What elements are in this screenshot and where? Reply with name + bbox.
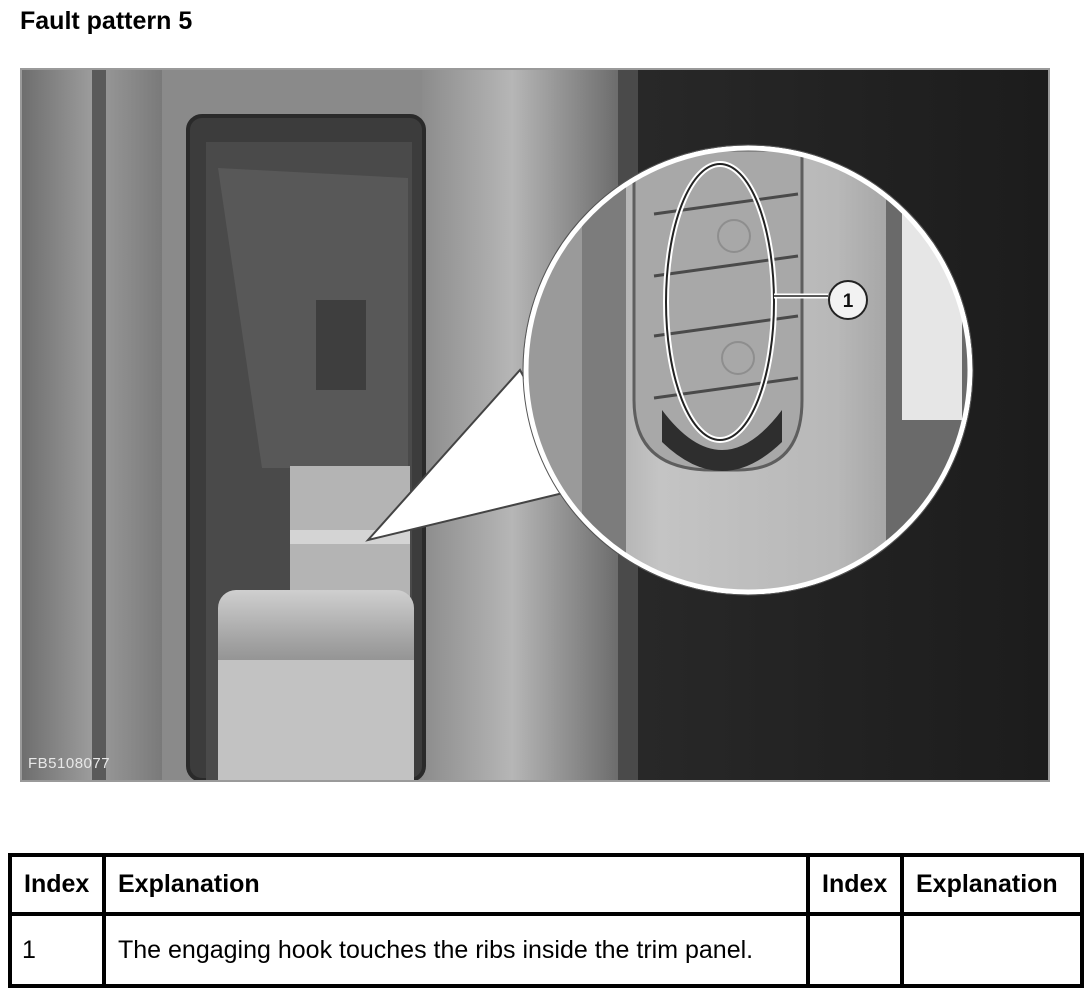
column-header-explanation-2: Explanation [902, 855, 1082, 914]
column-header-index-2: Index [808, 855, 902, 914]
table-row [10, 914, 1082, 986]
figure-photo [20, 68, 1050, 782]
table-cell-index-2 [808, 914, 902, 986]
table-cell-explanation: The engaging hook touches the ribs inside the trim panel. [104, 914, 808, 986]
table-header-row [10, 855, 1082, 914]
table-cell-explanation-2 [902, 914, 1082, 986]
door-hook-illustration [22, 70, 1048, 780]
page-title: Fault pattern 5 [20, 7, 193, 35]
index-explanation-table [8, 853, 1084, 988]
callout-number: 1 [842, 291, 854, 312]
column-header-index: Index [10, 855, 104, 914]
column-header-explanation: Explanation [104, 855, 808, 914]
figure-id-label: FB5108077 [28, 755, 111, 772]
table-cell-index: 1 [10, 914, 104, 986]
